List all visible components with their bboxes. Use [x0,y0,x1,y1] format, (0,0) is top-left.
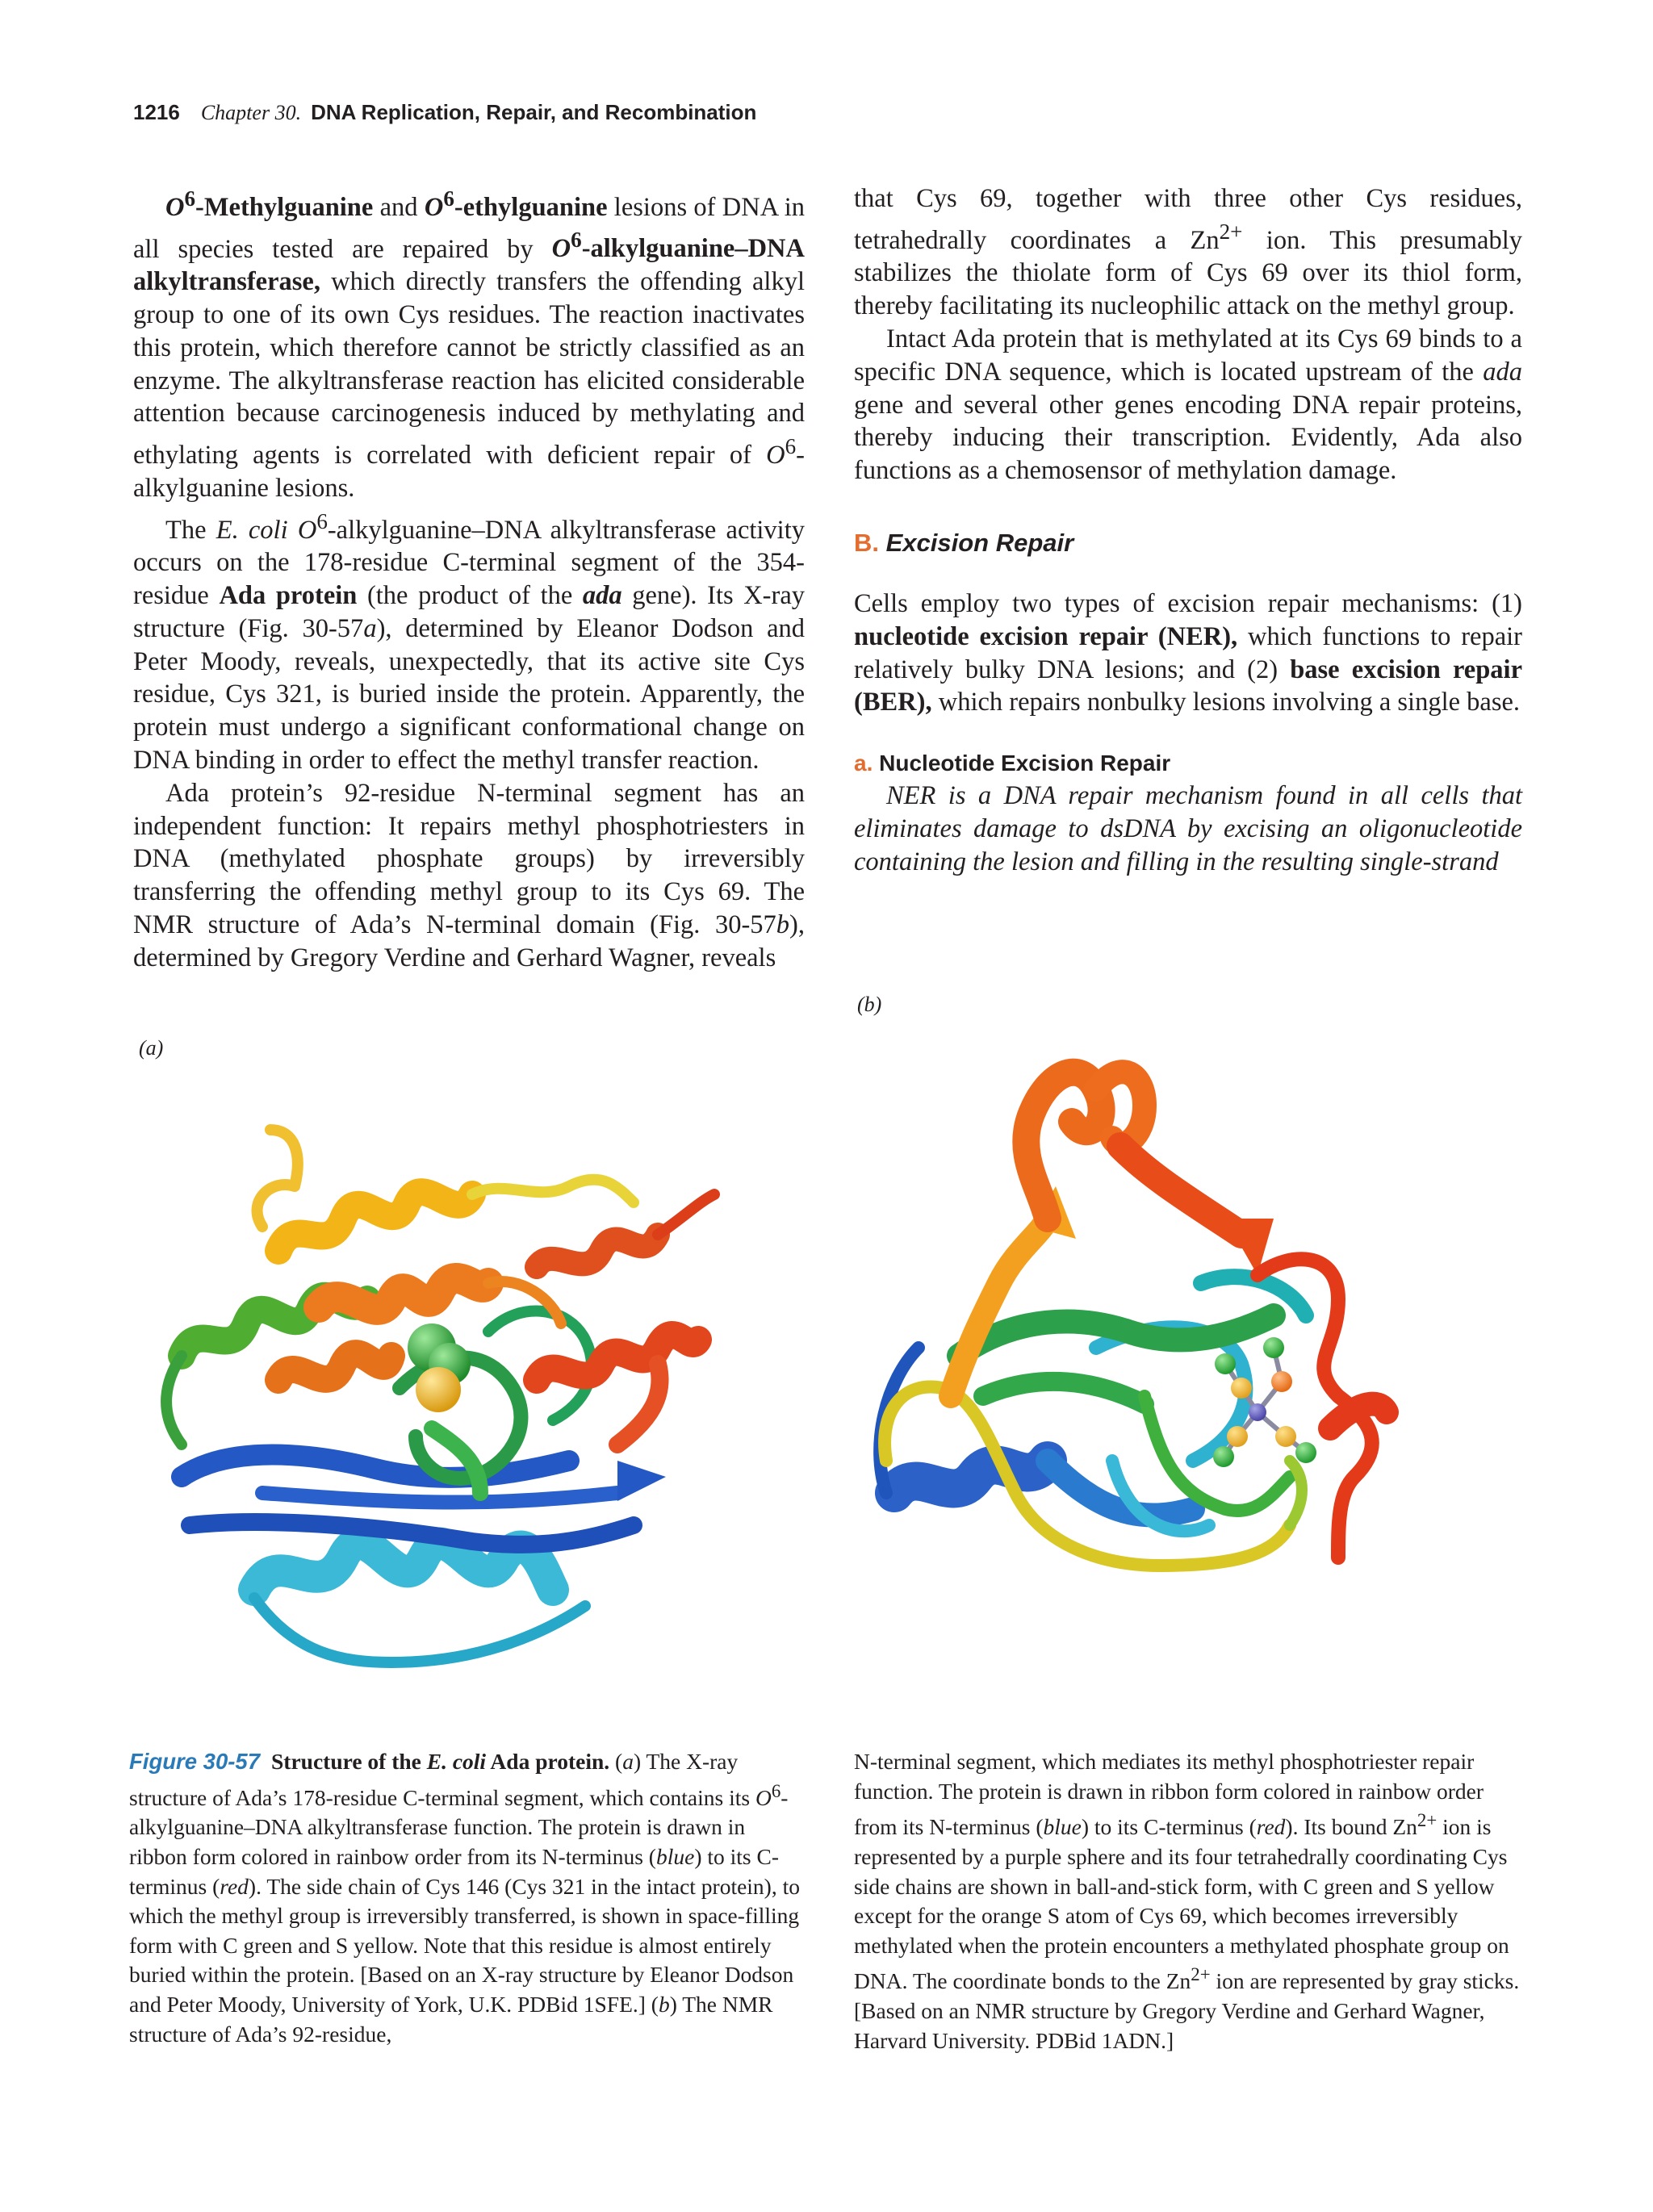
chapter-label: Chapter 30. [200,101,302,124]
paragraph: NER is a DNA repair mechanism found in all cells that eliminates damage to dsDNA by excising an oligonucleotide containing the lesion and filling in the resulting single-strand [854,781,1522,876]
cys-sulfur-sphere [416,1367,461,1412]
paragraph: The E. coli $O^6-alkylguanine$–DNA alkyltransferase activity occurs on the 178-residue C-terminal segment of the 354-residue Ada protein (the product of the ada gene). Its X-ray structure (Fig. 30-57a), determined by Eleanor Dodson and Peter Moody, reveals, unexpectedly, that its active site Cys residue, Cys 321, is buried inside the protein. Apparently, the protein must undergo a significant conformational change on DNA binding in order to effect the methyl transfer reaction. [133,508,806,776]
cys-sulfur-ball [1231,1378,1252,1399]
ada-c-terminal-ribbon-structure [133,1041,803,1727]
paragraph: Intact Ada protein that is methylated at its Cys 69 binds to a specific DNA sequence, which is located upstream of the ada gene and several other genes encoding DNA repair proteins, thereby inducing their transcription. Evidently, Ada also functions as a chemosensor of methylation damage. [854,324,1522,486]
paragraph: that Cys 69, together with three other Cys residues, tetrahedrally coordinates a $Zn^{2+}$ ion. This presumably stabilizes the thiolate form of Cys 69 over its thiol form, thereby facilitating its nucleophilic attack on the methyl group. [854,184,1522,321]
panel-a-label: (a) [139,1036,164,1060]
cys-carbon-ball [1295,1442,1316,1463]
figure-caption-left: Figure 30-57 Structure of the E. coli Ada protein. (a) The X-ray structure of Ada’s 178-residue C-terminal segment, which contains its $O^6-alkylguanine$–DNA alkyltransferase function. The protein is drawn in ribbon form colored in rainbow order from its N-terminus (blue) to its C-terminus (red). The side chain of Cys 146 (Cys 321 in the intact protein), to which the methyl group is irreversibly transferred, is shown in space-filling form with C green and S yellow. Note that this residue is almost entirely buried within the protein. [Based on an X-ray structure by Eleanor Dodson and Peter Moody, University of York, U.K. PDBid 1SFE.] (b) The NMR structure of Ada’s 92-residue, [129,1749,800,2047]
cys-carbon-ball [1263,1337,1284,1358]
paragraph: $O^6$-Methylguanine and $O^6$-ethylguanine lesions of DNA in all species tested are repaired by $O^6-alkylguanine$–DNA alkyltransferase, which directly transfers the offending alkyl group to one of its own Cys residues. The reaction inactivates this protein, which therefore cannot be strictly classified as an enzyme. The alkyltransferase reaction has elicited considerable attention because carcinogenesis induced by methylating and ethylating agents is correlated with deficient repair of $O^6$-alkylguanine lesions. [133,186,805,503]
running-header [133,100,756,125]
cys-sulfur-ball [1275,1426,1296,1447]
paragraph: Cells employ two types of excision repair mechanisms: (1) nucleotide excision repair (NER), which functions to repair relatively bulky DNA lesions; and (2) base excision repair (BER), which repairs nonbulky lesions involving a single base. [854,589,1523,717]
cys-carbon-ball [1215,1353,1236,1374]
figure-caption-right: N-terminal segment, which mediates its methyl phosphotriester repair function. The protein is drawn in ribbon form colored in rainbow order from its N-terminus (blue) to its C-terminus (red). Its bound $Zn^{2+}$ ion is represented by a purple sphere and its four tetrahedrally coordinating Cys side chains are shown in ball-and-stick form, with C green and S yellow except for the orange S atom of Cys 69, which becomes irreversibly methylated when the protein encounters a methylated phosphate group on DNA. The coordinate bonds to the $Zn^{2+}$ ion are represented by gray sticks. [Based on an NMR structure by Gregory Verdine and Gerhard Wagner, Harvard University. PDBid 1ADN.] [854,1749,1520,2053]
ada-n-terminal-ribbon-structure [854,1009,1524,1727]
figure-label: Figure 30-57 [129,1749,261,1774]
cys-sulfur-ball [1227,1426,1248,1447]
cys-carbon-ball [1213,1446,1234,1467]
panel-b-label: (b) [857,993,882,1016]
zinc-ion-sphere [1249,1403,1266,1421]
left-column [133,182,805,975]
section-heading: B. Excision Repair [854,529,1074,557]
cys69-sulfur-ball [1271,1371,1292,1392]
chapter-title: DNA Replication, Repair, and Recombination [311,100,757,124]
page-number: 1216 [133,100,180,124]
subsection-heading: a. Nucleotide Excision Repair [854,751,1171,776]
right-column [854,182,1522,879]
paragraph: Ada protein’s 92-residue N-terminal segment has an independent function: It repairs methyl phosphotriesters in DNA (methylated phosphate groups) by irreversibly transferring the offending methyl group to its Cys 69. The NMR structure of Ada’s N-terminal domain (Fig. 30-57b), determined by Gregory Verdine and Gerhard Wagner, reveals [133,778,805,972]
